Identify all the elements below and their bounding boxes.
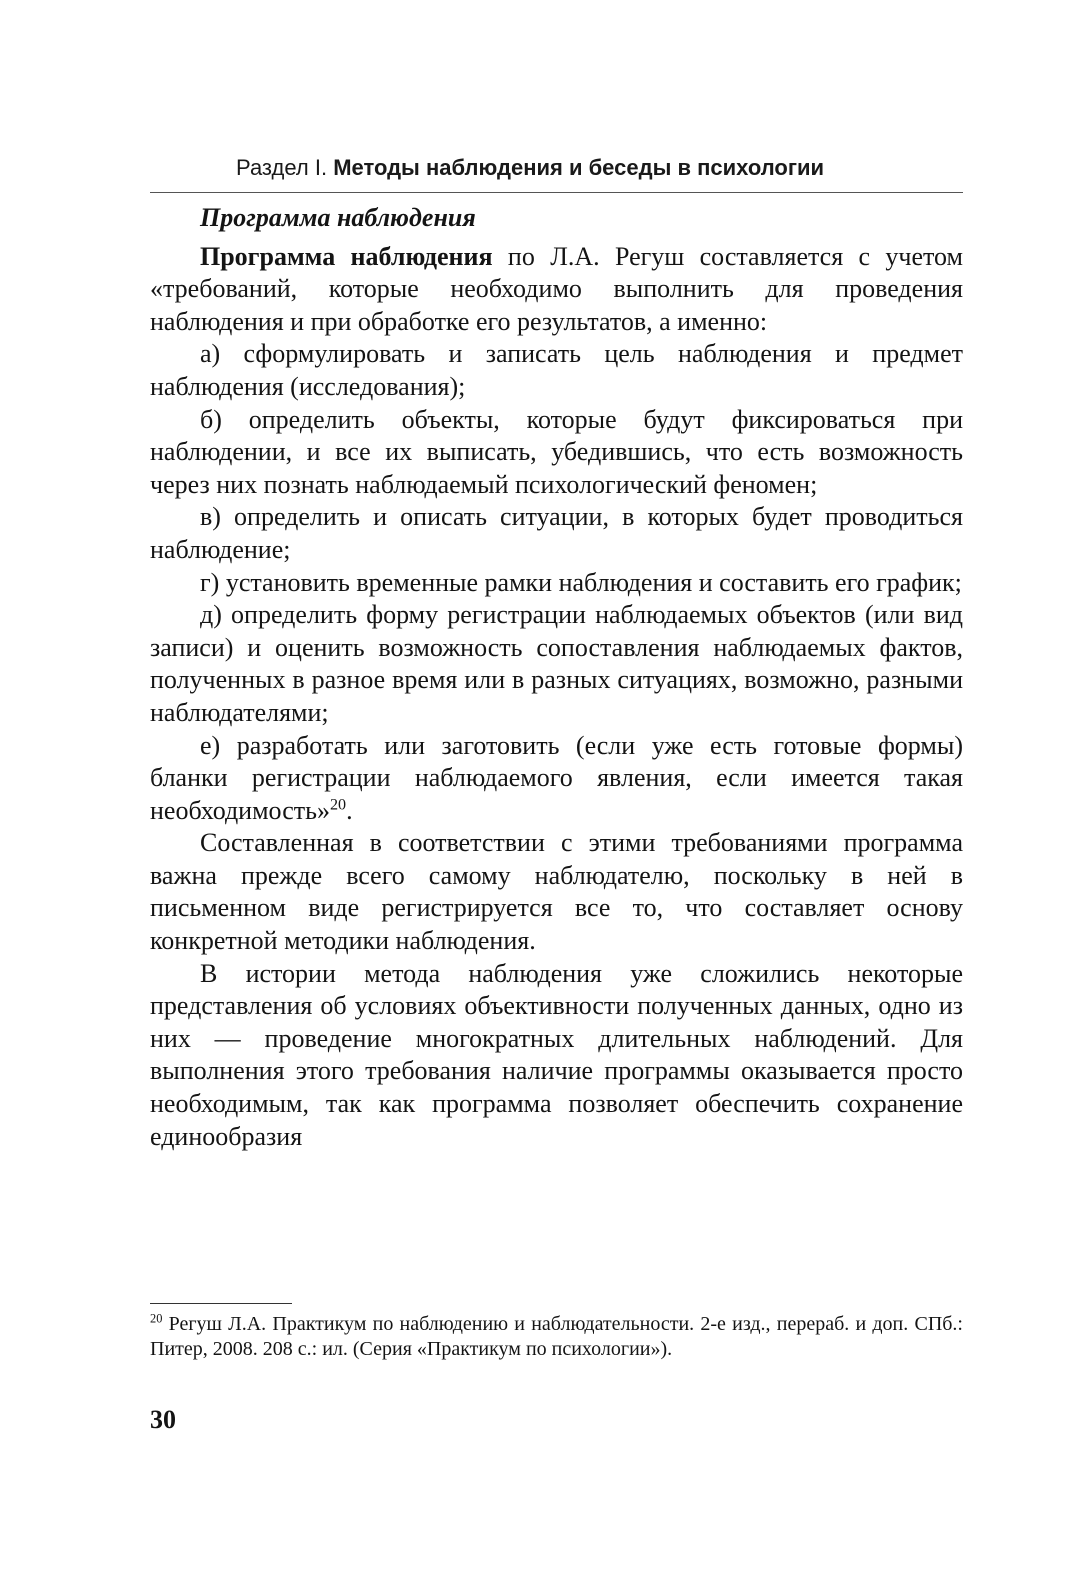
- intro-text: по Л.А. Регуш составляется с учетом «требований, которые необходимо выполнить для проведения наблюдения и при обработке его результатов, а именно:: [150, 241, 964, 336]
- list-item-b: б) определить объекты, которые будут фиксироваться при наблюдении, и все их выписать, убедившись, что есть возможность через них познать наблюдаемый психологический феномен;: [150, 404, 963, 499]
- list-item-g: г) установить временные рамки наблюдения и составить его график;: [200, 567, 962, 597]
- list-item-d: д) определить форму регистрации наблюдаемых объектов (или вид записи) и оценить возможность сопоставления наблюдаемых фактов, полученных в разное время или в разных ситуациях, возможно, разными наблюдателями;: [150, 600, 963, 727]
- intro-paragraph: [150, 241, 963, 339]
- page-number: 30: [150, 1405, 176, 1434]
- list-item-e-text: е) разработать или заготовить (если уже есть готовые формы) бланки регистрации наблюдаемого явления, если имеется такая необходимость»: [150, 730, 963, 825]
- list-item-a: а) сформулировать и записать цель наблюдения и предмет наблюдения (исследования);: [150, 339, 963, 401]
- list-item-e-tail: .: [346, 795, 353, 825]
- intro-term: Программа наблюдения: [200, 241, 493, 271]
- footnote: [150, 1312, 963, 1362]
- main-text: [150, 202, 963, 1153]
- list-item-e: [150, 730, 963, 828]
- footnote-text: Регуш Л.А. Практикум по наблюдению и наблюдательности. 2-е изд., перераб. и доп. СПб.: Питер, 2008. 208 с.: ил. (Серия «Практикум по психологии»).: [150, 1313, 963, 1360]
- list-item-v: в) определить и описать ситуации, в которых будет проводиться наблюдение;: [150, 502, 963, 564]
- subheading: Программа наблюдения: [200, 203, 476, 232]
- footnote-number: 20: [150, 1311, 163, 1326]
- header-rule: [150, 192, 963, 193]
- paragraph-1: Составленная в соответствии с этими требованиями программа важна прежде всего самому наблюдателю, поскольку в ней в письменном виде регистрируется все то, что составляет основу конкретной методики наблюдения.: [150, 828, 963, 956]
- running-header: [236, 155, 824, 181]
- footnote-ref: 20: [329, 796, 347, 814]
- section-label: Раздел I.: [236, 155, 328, 180]
- footnote-rule: [150, 1303, 292, 1304]
- section-title: Методы наблюдения и беседы в психологии: [333, 155, 825, 180]
- paragraph-2: В истории метода наблюдения уже сложились некоторые представления об условиях объективности полученных данных, одно из них — проведение многократных длительных наблюдений. Для выполнения этого требования наличие программы оказывается просто необходимым, так как программа позволяет обеспечить сохранение единообразия: [150, 958, 963, 1151]
